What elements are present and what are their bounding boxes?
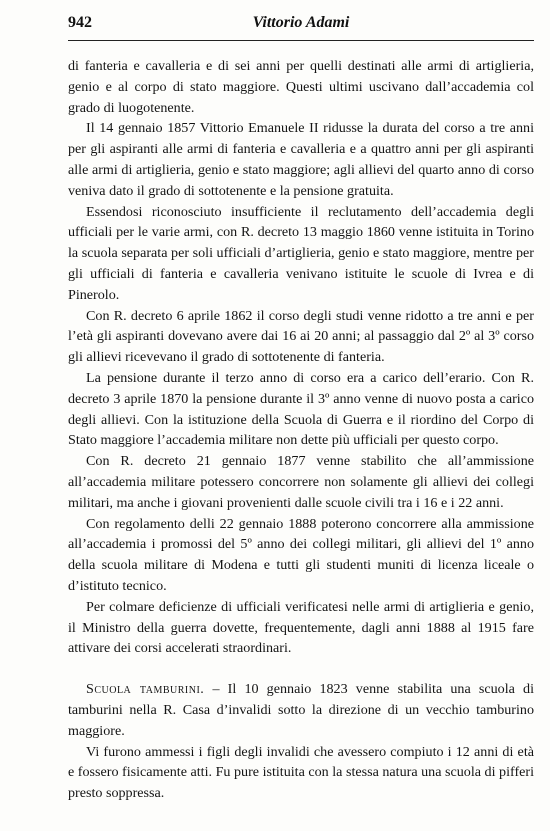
paragraph-continuation: di fanteria e cavalleria e di sei anni per quelli destinati alle armi di artiglieria, genio e al corpo di stato maggiore. Questi ultimi uscivano dall’accademia col grado di luogotenente. — [68, 58, 534, 116]
section-text: – Il 10 gennaio 1823 venne stabilita una scuola di tamburini nella R. Casa d’invalidi sotto la direzione di un vecchio tamburino maggiore. — [68, 681, 534, 739]
header-rule — [68, 40, 534, 41]
page-header — [68, 14, 534, 36]
paragraph: Vi furono ammessi i figli degli invalidi che avessero compiuto i 12 anni di età e fossero fisicamente atti. Fu pure istituita con la stessa natura una scuola di pifferi presto soppressa. — [68, 743, 534, 802]
paragraph: Con R. decreto 6 aprile 1862 il corso degli studi venne ridotto a tre anni e per l’età gli aspiranti dovevano avere dai 16 ai 20 anni; al passaggio dal 2º al 3º corso gli allievi ricevevano il grado di sottotenente di fanteria. — [68, 307, 534, 366]
running-title: Vittorio Adami — [252, 14, 350, 31]
paragraph: Il 14 gennaio 1857 Vittorio Emanuele II ridusse la durata del corso a tre anni per gli aspiranti alle armi di fanteria e cavalleria e a quattro anni per gli aspiranti alle armi di artiglieria, genio e stato maggiore; agli allievi del quarto anno di corso veniva dato il grado di sottotenente e la pensione gratuita. — [68, 120, 534, 199]
page-number: 942 — [68, 14, 92, 31]
paragraph: Con R. decreto 21 gennaio 1877 venne stabilito che all’ammissione all’accademia militare potessero concorrere non solamente gli allievi dei collegi militari, ma anche i giovani provenienti dalle scuole civili tra i 16 e i 22 anni. — [68, 453, 534, 511]
paragraph: La pensione durante il terzo anno di corso era a carico dell’erario. Con R. decreto 3 aprile 1870 la pensione durante il 3º anno venne di nuovo posta a carico degli allievi. Con la istituzione della Scuola di Guerra e il riordino del Corpo di Stato maggiore l’accademia militare non dette più ufficiali per questo corpo. — [68, 369, 534, 449]
section-heading: Scuola tamburini. — [86, 681, 205, 698]
section-paragraph — [68, 679, 534, 741]
paragraph: Essendosi riconosciuto insufficiente il reclutamento dell’accademia degli ufficiali per le varie armi, con R. decreto 13 maggio 1860 venne istituita in Torino la scuola separata per soli ufficiali d’artiglieria, genio e stato maggiore, mentre per gli ufficiali di fanteria e cavalleria venivano istituite le scuole di Ivrea e di Pinerolo. — [68, 203, 534, 303]
body-text — [68, 56, 534, 804]
paragraph: Con regolamento delli 22 gennaio 1888 poterono concorrere alla ammissione all’accademia i promossi del 5º anno dei collegi militari, gli allievi del 1º anno della scuola militare di Modena e tutti gli studenti muniti di licenza liceale o d’istituto tecnico. — [68, 515, 534, 594]
paragraph: Per colmare deficienze di ufficiali verificatesi nelle armi di artiglieria e genio, il Ministro della guerra dovette, frequentemente, dagli anni 1888 al 1915 fare attivare dei corsi accelerati straordinari. — [68, 598, 534, 657]
